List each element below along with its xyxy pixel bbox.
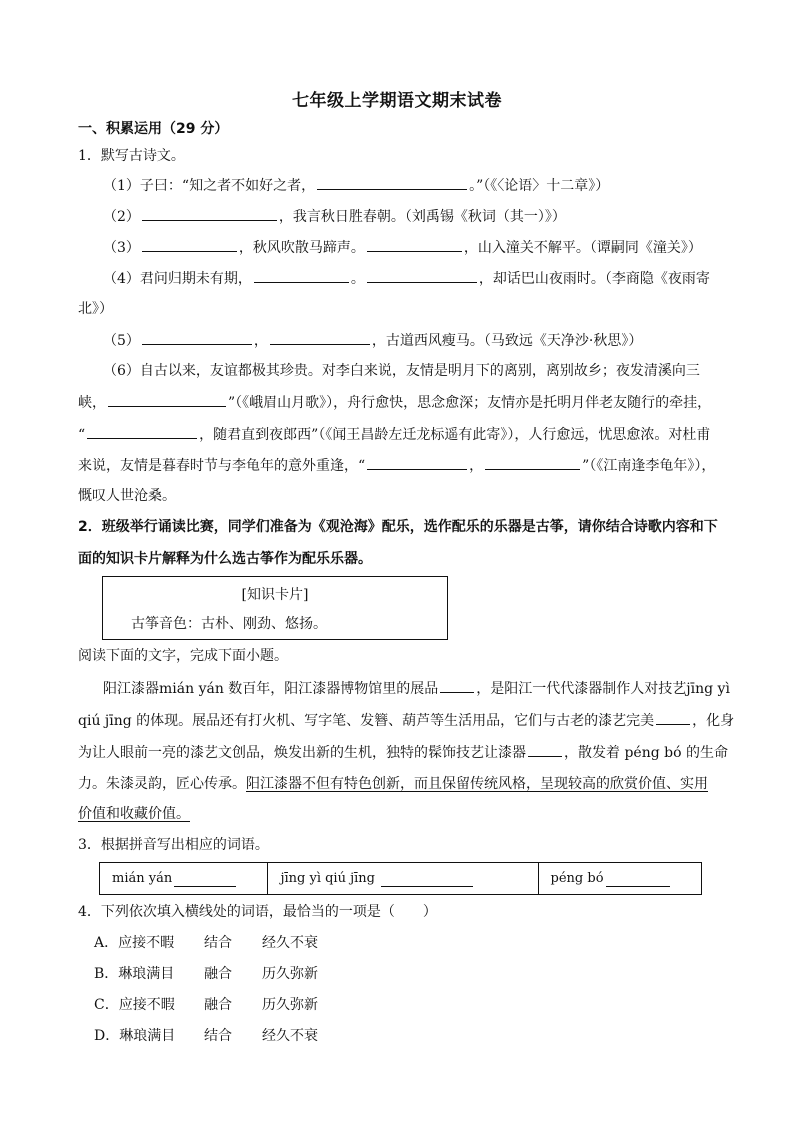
answer-blank[interactable] xyxy=(381,871,473,887)
answer-blank[interactable] xyxy=(87,423,197,439)
reading-line5: 价值和收藏价值。 xyxy=(78,806,190,822)
knowledge-card xyxy=(102,576,448,640)
answer-blank[interactable] xyxy=(656,709,690,725)
reading-line3: 为让人眼前一亮的漆艺文创品，焕发出新的生机，独特的髹饰技艺让漆器 ，散发着 péng bó 的生命 xyxy=(78,741,738,764)
question-3-stem: 3．根据拼音写出相应的词语。 xyxy=(78,837,269,853)
answer-blank[interactable] xyxy=(440,677,474,693)
answer-blank[interactable] xyxy=(317,174,467,190)
pinyin-cell: péng bó xyxy=(538,863,701,894)
exam-title: 七年级上学期语文期末试卷 xyxy=(292,91,502,111)
option-b[interactable]: B．琳琅满目 融合 历久弥新 xyxy=(94,966,318,982)
question-2-line2: 面的知识卡片解释为什么选古筝作为配乐乐器。 xyxy=(78,551,372,567)
pinyin-cell: jīng yì qiú jīng xyxy=(267,863,537,894)
q1-item-1: （1）子曰：“知之者不如好之者， 。”（《〈论语〉十二章》） xyxy=(103,174,763,197)
q1-item-6-line2: 峡， ”（《峨眉山月歌》），舟行愈快，思念愈深；友情亦是托明月伴老友随行的牵挂， xyxy=(78,391,738,414)
question-2-line1: 2．班级举行诵读比赛，同学们准备为《观沧海》配乐，选作配乐的乐器是古筝，请你结合诗歌内容和下 xyxy=(78,519,718,535)
q1-item-4: （4）君问归期未有期， 。 ，却话巴山夜雨时。（李商隐《夜雨寄 xyxy=(103,267,763,290)
knowledge-card-body: 古筝音色：古朴、刚劲、悠扬。 xyxy=(131,616,327,632)
answer-blank[interactable] xyxy=(254,267,349,283)
q1-item-2: （2） ，我言秋日胜春朝。（刘禹锡《秋词（其一）》） xyxy=(103,205,763,228)
answer-blank[interactable] xyxy=(142,205,277,221)
option-c[interactable]: C．应接不暇 融合 历久弥新 xyxy=(94,997,318,1013)
q1-item-6-line4: 来说，友情是暮春时节与李龟年的意外重逢，“ ， ”（《江南逢李龟年》）， xyxy=(78,454,738,477)
answer-blank[interactable] xyxy=(142,236,237,252)
question-1-stem: 1．默写古诗文。 xyxy=(78,148,185,164)
answer-blank[interactable] xyxy=(367,267,477,283)
q1-item-3: （3） ，秋风吹散马蹄声。 ，山入潼关不解平。（谭嗣同《潼关》） xyxy=(103,236,763,259)
question-4-stem: 4．下列依次填入横线处的词语，最恰当的一项是（ ） xyxy=(78,904,437,920)
section-heading: 一、积累运用（29 分） xyxy=(78,121,229,137)
q1-item-6-line1: （6）自古以来，友谊都极其珍贵。对李白来说，友情是明月下的离别，离别故乡；夜发清溪向三 xyxy=(103,363,700,379)
q1-item-6-line5: 慨叹人世沧桑。 xyxy=(78,488,176,504)
knowledge-card-title: [知识卡片] xyxy=(241,587,309,603)
answer-blank[interactable] xyxy=(485,454,580,470)
option-d[interactable]: D．琳琅满目 结合 经久不衰 xyxy=(94,1028,318,1044)
q1-item-4-cont: 北》） xyxy=(78,301,113,317)
q1-item-6-line3: “ ，随君直到夜郎西”（《闻王昌龄左迁龙标遥有此寄》），人行愈远，忧思愈浓。对杜甫 xyxy=(78,423,738,446)
answer-blank[interactable] xyxy=(606,871,670,887)
reading-intro: 阅读下面的文字，完成下面小题。 xyxy=(78,648,288,664)
pinyin-table xyxy=(99,862,702,895)
answer-blank[interactable] xyxy=(270,329,370,345)
q1-item-5: （5） ， ，古道西风瘦马。（马致远《天净沙·秋思》） xyxy=(103,329,763,352)
answer-blank[interactable] xyxy=(528,741,562,757)
answer-blank[interactable] xyxy=(367,454,467,470)
reading-line2: qiú jīng 的体现。展品还有打火机、写字笔、发簪、葫芦等生活用品，它们与古老的漆艺完美 ，化身 xyxy=(78,709,738,732)
answer-blank[interactable] xyxy=(174,871,236,887)
underlined-sentence: 阳江漆器不但有特色创新，而且保留传统风格，呈现较高的欣赏价值、实用 xyxy=(246,776,708,792)
reading-line4: 力。朱漆灵韵，匠心传承。阳江漆器不但有特色创新，而且保留传统风格，呈现较高的欣赏价值、实用 xyxy=(78,776,708,792)
reading-line1: 阳江漆器mián yán 数百年，阳江漆器博物馆里的展品 ，是阳江一代代漆器制作人对技艺jīng yì xyxy=(103,677,763,700)
pinyin-cell: mián yán xyxy=(100,863,267,894)
answer-blank[interactable] xyxy=(108,391,226,407)
answer-blank[interactable] xyxy=(367,236,462,252)
option-a[interactable]: A．应接不暇 结合 经久不衰 xyxy=(94,935,318,951)
answer-blank[interactable] xyxy=(142,329,252,345)
